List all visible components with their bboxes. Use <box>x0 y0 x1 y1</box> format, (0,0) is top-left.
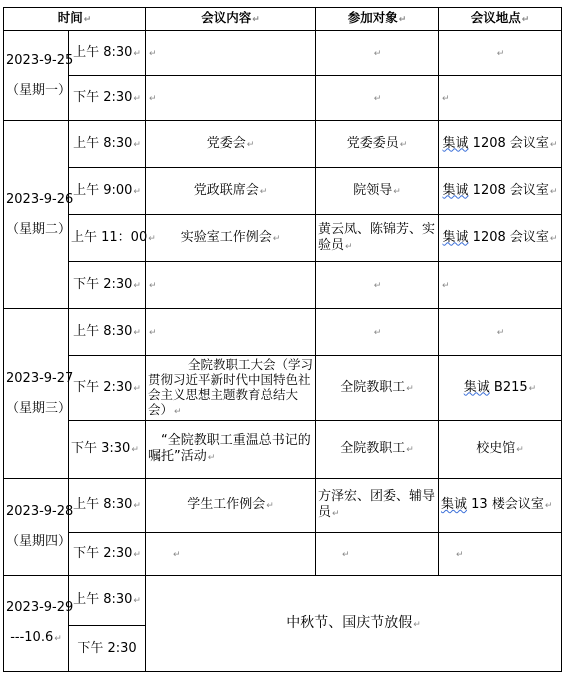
table-row <box>4 262 562 309</box>
location-cell: ↵ <box>439 262 562 309</box>
attendees-cell: ↵ <box>316 76 439 121</box>
location-cell: ↵ <box>439 76 562 121</box>
content-cell: ↵ <box>146 76 316 121</box>
attendees-cell: 全院教职工↵ <box>316 356 439 421</box>
date-cell: 2023-9-27 （星期三） <box>4 309 69 479</box>
location-cell: 集诚 1208 会议室↵ <box>439 215 562 262</box>
header-content: 会议内容↵ <box>146 8 316 31</box>
holiday-cell: 中秋节、国庆节放假↵ <box>146 576 562 672</box>
time-cell: 上午 8:30↵ <box>69 121 146 168</box>
time-cell: 上午 9:00↵ <box>69 168 146 215</box>
header-attendees: 参加对象↵ <box>316 8 439 31</box>
content-cell: ↵ <box>146 309 316 356</box>
header-row <box>4 8 562 31</box>
date-cell: 2023-9-25 （星期一） <box>4 31 69 121</box>
table-row <box>4 168 562 215</box>
content-cell: 全院教职工大会（学习贯彻习近平新时代中国特色社会主义思想主题教育总结大会）↵ <box>146 356 316 421</box>
location-cell: ↵ <box>439 31 562 76</box>
time-cell: 下午 2:30↵ <box>69 533 146 576</box>
attendees-cell: 方泽宏、团委、辅导员↵ <box>316 479 439 533</box>
table-row <box>4 76 562 121</box>
content-cell: “全院教职工重温总书记的嘱托”活动↵ <box>146 421 316 479</box>
location-cell: ↵ <box>439 309 562 356</box>
location-cell: 集诚 B215↵ <box>439 356 562 421</box>
date-cell: 2023-9-28 （星期四） <box>4 479 69 576</box>
time-cell: 上午 8:30↵ <box>69 576 146 626</box>
attendees-cell: ↵ <box>316 533 439 576</box>
content-cell: ↵ <box>146 533 316 576</box>
header-time: 时间↵ <box>4 8 146 31</box>
schedule-table <box>3 7 562 672</box>
time-cell: 上午 11：00↵ <box>69 215 146 262</box>
location-cell: 集诚 13 楼会议室↵ <box>439 479 562 533</box>
table-row <box>4 31 562 76</box>
attendees-cell: ↵ <box>316 31 439 76</box>
attendees-cell: 院领导↵ <box>316 168 439 215</box>
time-cell: 下午 3:30↵ <box>69 421 146 479</box>
date-cell: 2023-9-26 （星期二） <box>4 121 69 309</box>
content-cell: ↵ <box>146 262 316 309</box>
table-row <box>4 533 562 576</box>
attendees-cell: ↵ <box>316 309 439 356</box>
time-cell: 下午 2:30 <box>69 626 146 672</box>
time-cell: 上午 8:30↵ <box>69 479 146 533</box>
location-cell: 集诚 1208 会议室↵ <box>439 168 562 215</box>
table-row <box>4 479 562 533</box>
attendees-cell: 党委委员↵ <box>316 121 439 168</box>
table-row <box>4 421 562 479</box>
attendees-cell: ↵ <box>316 262 439 309</box>
header-location: 会议地点↵ <box>439 8 562 31</box>
table-row <box>4 576 562 626</box>
time-cell: 下午 2:30↵ <box>69 262 146 309</box>
time-cell: 下午 2:30↵ <box>69 356 146 421</box>
table-row <box>4 121 562 168</box>
content-cell: ↵ <box>146 31 316 76</box>
content-cell: 党政联席会↵ <box>146 168 316 215</box>
time-cell: 上午 8:30↵ <box>69 31 146 76</box>
table-row <box>4 215 562 262</box>
location-cell: 集诚 1208 会议室↵ <box>439 121 562 168</box>
time-cell: 下午 2:30↵ <box>69 76 146 121</box>
time-cell: 上午 8:30↵ <box>69 309 146 356</box>
table-row <box>4 356 562 421</box>
location-cell: ↵ <box>439 533 562 576</box>
content-cell: 实验室工作例会↵ <box>146 215 316 262</box>
content-cell: 党委会↵ <box>146 121 316 168</box>
table-row <box>4 309 562 356</box>
location-cell: 校史馆↵ <box>439 421 562 479</box>
attendees-cell: 全院教职工↵ <box>316 421 439 479</box>
content-cell: 学生工作例会↵ <box>146 479 316 533</box>
date-cell: 2023-9-29 ---10.6↵ <box>4 576 69 672</box>
attendees-cell: 黄云凤、陈锦芳、实验员↵ <box>316 215 439 262</box>
